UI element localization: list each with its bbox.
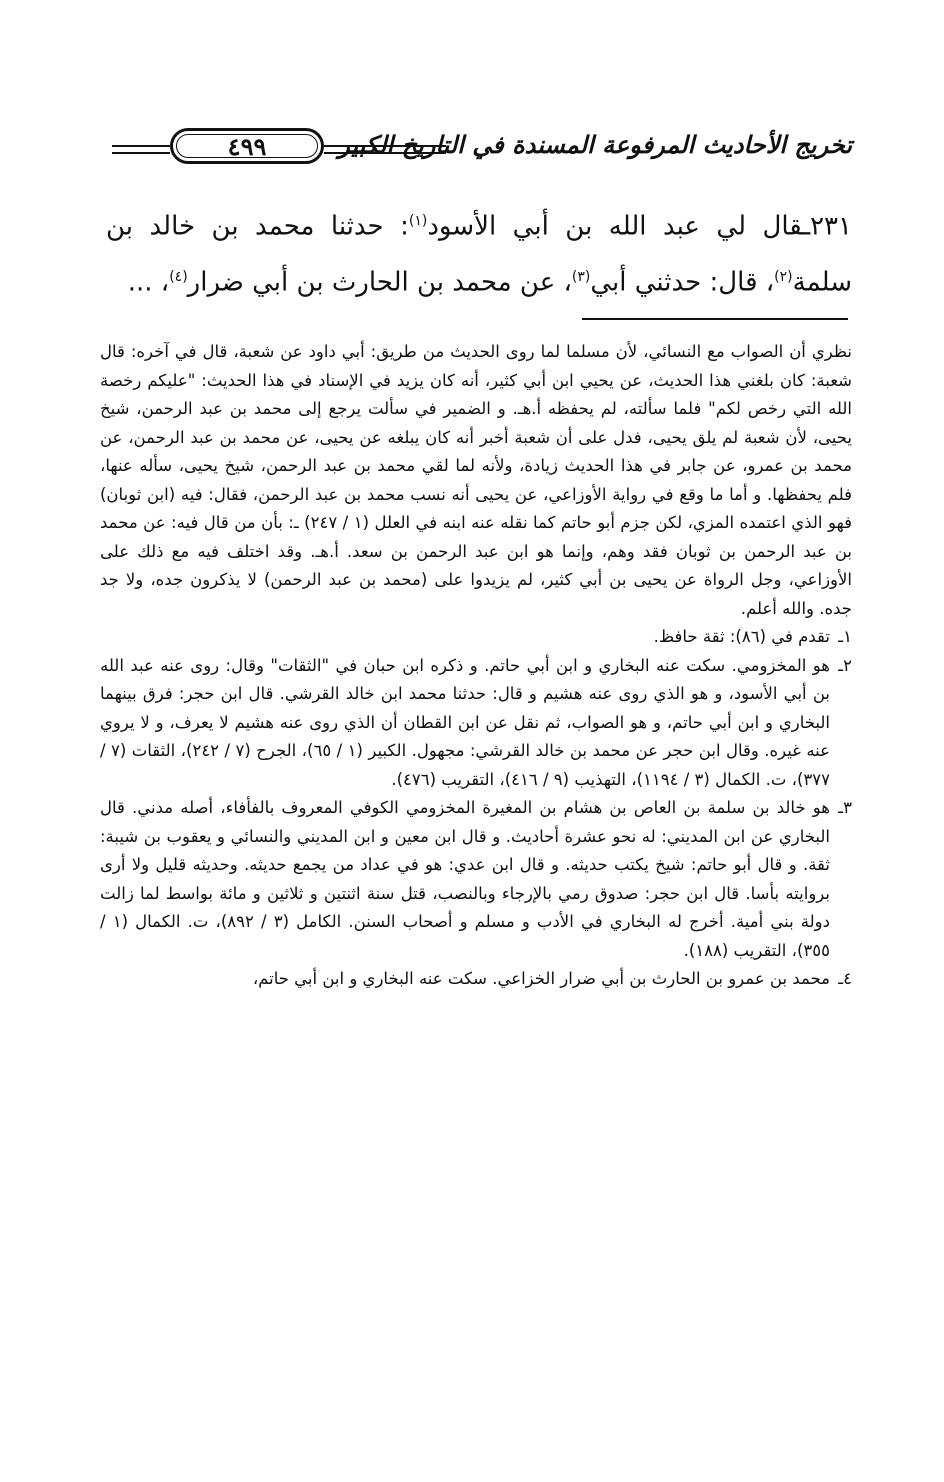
page-number-badge — [170, 128, 324, 164]
footnote-ref[interactable]: (٢) — [774, 268, 793, 285]
hadith-text — [106, 196, 852, 307]
footnote-separator — [582, 318, 848, 320]
page-header — [112, 128, 852, 168]
footnote-ref[interactable]: (٣) — [571, 268, 591, 285]
footnote-ref[interactable]: (٤) — [169, 268, 188, 285]
hadith-segment: قال لي عبد الله بن أبي الأسود — [427, 211, 803, 242]
footnote-item — [100, 652, 852, 795]
footnote-number: ٣ـ — [838, 798, 852, 817]
hadith-segment: ، عن محمد بن الحارث بن أبي ضرار — [187, 267, 572, 298]
footnote-number: ٤ـ — [838, 969, 852, 988]
footnote-text: محمد بن عمرو بن الحارث بن أبي ضرار الخزاعي. سكت عنه البخاري و ابن أبي حاتم، — [252, 969, 830, 988]
hadith-segment: : حدثنا محمد بن خالد بن سلمة — [106, 211, 852, 298]
footnote-text: هو المخزومي. سكت عنه البخاري و ابن أبي حاتم. و ذكره ابن حبان في "الثقات" وقال: روى عنه عبد الله بن أبي الأسود، و هو الذي روى عنه هشيم و قال: حدثنا محمد ابن خالد القرشي. قال ابن حجر: فرق بينهما البخاري و ابن أبي حاتم، و هو الصواب، ثم نقل عن ابن القطان أن الذي روى عنه هشيم لا يعرف، و لا يروي عنه غيره. وقال ابن حجر عن محمد بن خالد القرشي: مجهول. الكبير (١ / ٦٥)، الجرح (٧ / ٢٤٢)، الثقات (٧ / ٣٧٧)، ت. الكمال (٣ / ١١٩٤)، التهذيب (٩ / ٤١٦)، التقريب (٤٧٦). — [100, 655, 830, 789]
hadith-number: ٢٣١ـ — [802, 211, 852, 242]
footnote-ref[interactable]: (١) — [408, 213, 428, 229]
header-rule-right — [324, 145, 446, 154]
hadith-segment: ، قال: حدثني أبي — [590, 267, 775, 298]
page-number: ٤٩٩ — [227, 131, 267, 161]
footnote-text: هو خالد بن سلمة بن العاص بن هشام بن المغيرة المخزومي الكوفي المعروف بالفأفاء، أصله مدني. قال البخاري عن ابن المديني: له نحو عشرة أحاديث. و قال ابن معين و ابن المديني والنسائي و يعقوب بن شيبة: ثقة. و قال أبو حاتم: شيخ يكتب حديثه. و قال ابن عدي: هو في عداد من يجمع حديثه. وحديثه قليل ولا أرى بروايته بأسا. قال ابن حجر: صدوق رمي بالإرجاء وبالنصب، قتل سنة اثنتين و ثلاثين و مائة بواسط لما زالت دولة بني أمية. أخرج له البخاري في الأدب و مسلم و أصحاب السنن. الكامل (٣ / ٨٩٢)، ت. الكمال (١ / ٣٥٥)، التقريب (١٨٨). — [100, 798, 830, 960]
footnotes-section — [100, 338, 852, 994]
footnote-number: ٢ـ — [838, 655, 852, 675]
header-rule-left — [112, 145, 170, 154]
footnote-text: تقدم في (٨٦): ثقة حافظ. — [653, 627, 830, 646]
footnote-item — [100, 623, 852, 652]
book-title: تخريج الأحاديث المرفوعة المسندة في التاريخ الكبير — [338, 130, 852, 159]
footnote-item — [100, 965, 852, 994]
hadith-segment: ، ... — [127, 267, 170, 298]
footnote-item — [100, 794, 852, 965]
footnote-number: ١ـ — [838, 627, 852, 646]
footnote-continuation: نظري أن الصواب مع النسائي، لأن مسلما لما روى الحديث من طريق: أبي داود عن شعبة، قال في آخره: قال شعبة: كان بلغني هذا الحديث، عن يحيي ابن أبي كثير، أنه كان يزيد في الإسناد في هذا الحديث: "عليكم رخصة الله التي رخص لكم" فلما سألته، لم يحفظه أ.هـ. و الضمير في سألت يرجع إلى محمد بن عبد الرحمن، شيخ يحيى، لأن شعبة لم يلق يحيى، فدل على أن شعبة أخبر أنه كان يبلغه عن يحيى، عن محمد بن عبد الرحمن، عن محمد بن عمرو، عن جابر في هذا الحديث زيادة، ولأنه لما لقي محمد بن عبد الرحمن، شيخ يحيى، سأله عنها، فلم يحفظها. و أما ما وقع في رواية الأوزاعي، عن يحيى أنه نسب محمد بن عبد الرحمن، فقال: فيه (ابن ثوبان) فهو الذي اعتمده المزي، لكن جزم أبو حاتم كما نقله عنه ابنه في العلل (١ / ٢٤٧) ـ: بأن من قال فيه: عن محمد بن عبد الرحمن بن ثوبان فقد وهم، وإنما هو ابن عبد الرحمن بن سعد. أ.هـ. وقد اختلف فيه مع ذلك على الأوزاعي، وجل الرواة عن يحيى بن أبي كثير، لم يزيدوا على (محمد بن عبد الرحمن) لا يذكرون جده، ولا جد جده. والله أعلم. — [100, 342, 852, 618]
